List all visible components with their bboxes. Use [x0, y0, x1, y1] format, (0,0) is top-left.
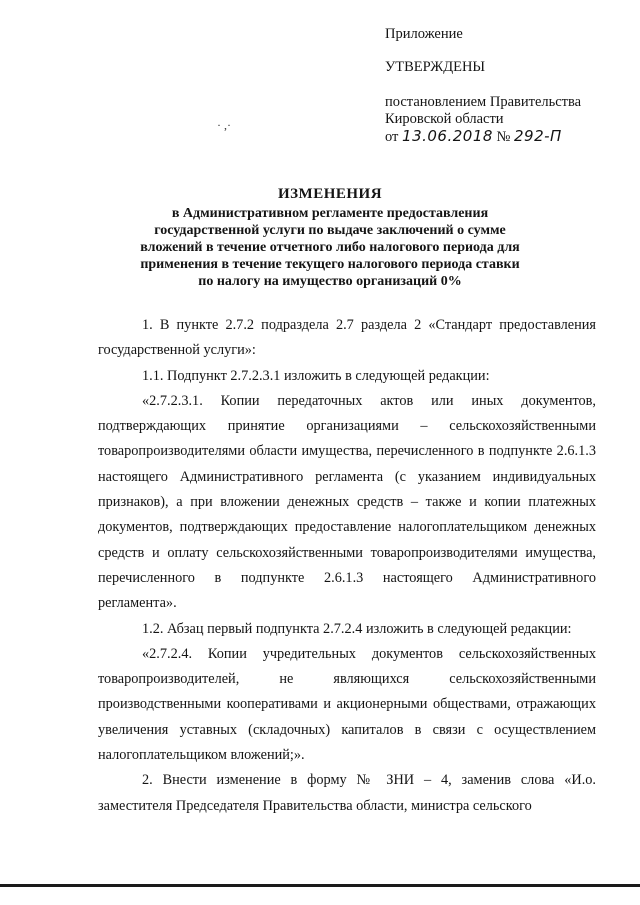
- paragraph-1: 1. В пункте 2.7.2 подраздела 2.7 раздела 2 «Стандарт предоставления государственной услуги»:: [98, 317, 596, 359]
- heading-line: вложений в течение отчетного либо налогового периода для: [140, 240, 520, 255]
- resolution-date-line: [385, 128, 635, 146]
- heading-line: применения в течение текущего налогового периода ставки: [140, 257, 520, 272]
- appendix-label: Приложение: [385, 26, 463, 42]
- paragraph-1-1: 1.1. Подпункт 2.7.2.3.1 изложить в следующей редакции:: [142, 367, 490, 384]
- paragraph-1-2: 1.2. Абзац первый подпункта 2.7.2.4 изложить в следующей редакции:: [142, 620, 572, 637]
- paragraph-2: 2. Внести изменение в форму № ЗНИ – 4, заменив слова «И.о. заместителя Председателя Правительства области, министра сельского: [98, 772, 596, 814]
- number-sign: №: [496, 129, 511, 145]
- heading-line: по налогу на имущество организаций 0%: [198, 274, 462, 289]
- scan-bottom-edge: [0, 884, 640, 887]
- heading-line: государственной услуги по выдаче заключений о сумме: [154, 223, 506, 238]
- handwritten-date: 13.06.2018: [402, 127, 493, 145]
- heading-line: в Административном регламенте предоставления: [171, 206, 489, 221]
- document-body: [98, 313, 596, 819]
- date-prefix: от: [385, 129, 399, 145]
- heading-title: ИЗМЕНЕНИЯ: [277, 186, 383, 202]
- approval-block: [385, 26, 635, 146]
- resolution-line-2: Кировской области: [385, 111, 504, 127]
- paragraph-quote-2-7-2-4: «2.7.2.4. Копии учредительных документов сельскохозяйственных товаропроизводителей, не являющихся сельскохозяйственными производственными кооперативами и акционерными обществами, отражающих увеличения уставных (складочных) капиталов в связи с осуществлением налогоплательщиком вложений;».: [98, 645, 596, 764]
- approved-label: УТВЕРЖДЕНЫ: [385, 59, 486, 75]
- handwritten-number: 292-П: [514, 127, 562, 145]
- resolution-line-1: постановлением Правительства: [385, 94, 582, 110]
- margin-mark: · ,·: [217, 118, 231, 132]
- document-heading: [120, 186, 540, 290]
- paragraph-quote-2-7-2-3-1: «2.7.2.3.1. Копии передаточных актов или иных документов, подтверждающих принятие организациями – сельскохозяйственными товаропроизводителями области имущества, перечисленного в подпункте 2.6.1.3 настоящего Административного регламента (с указанием индивидуальных признаков), а при вложении денежных средств – также и копии платежных документов, подтверждающих предоставление налогоплательщиком денежных средств и оплату сельскохозяйственными товаропроизводителями имущества, перечисленного в подпункте 2.6.1.3 настоящего Административного регламента».: [98, 392, 596, 612]
